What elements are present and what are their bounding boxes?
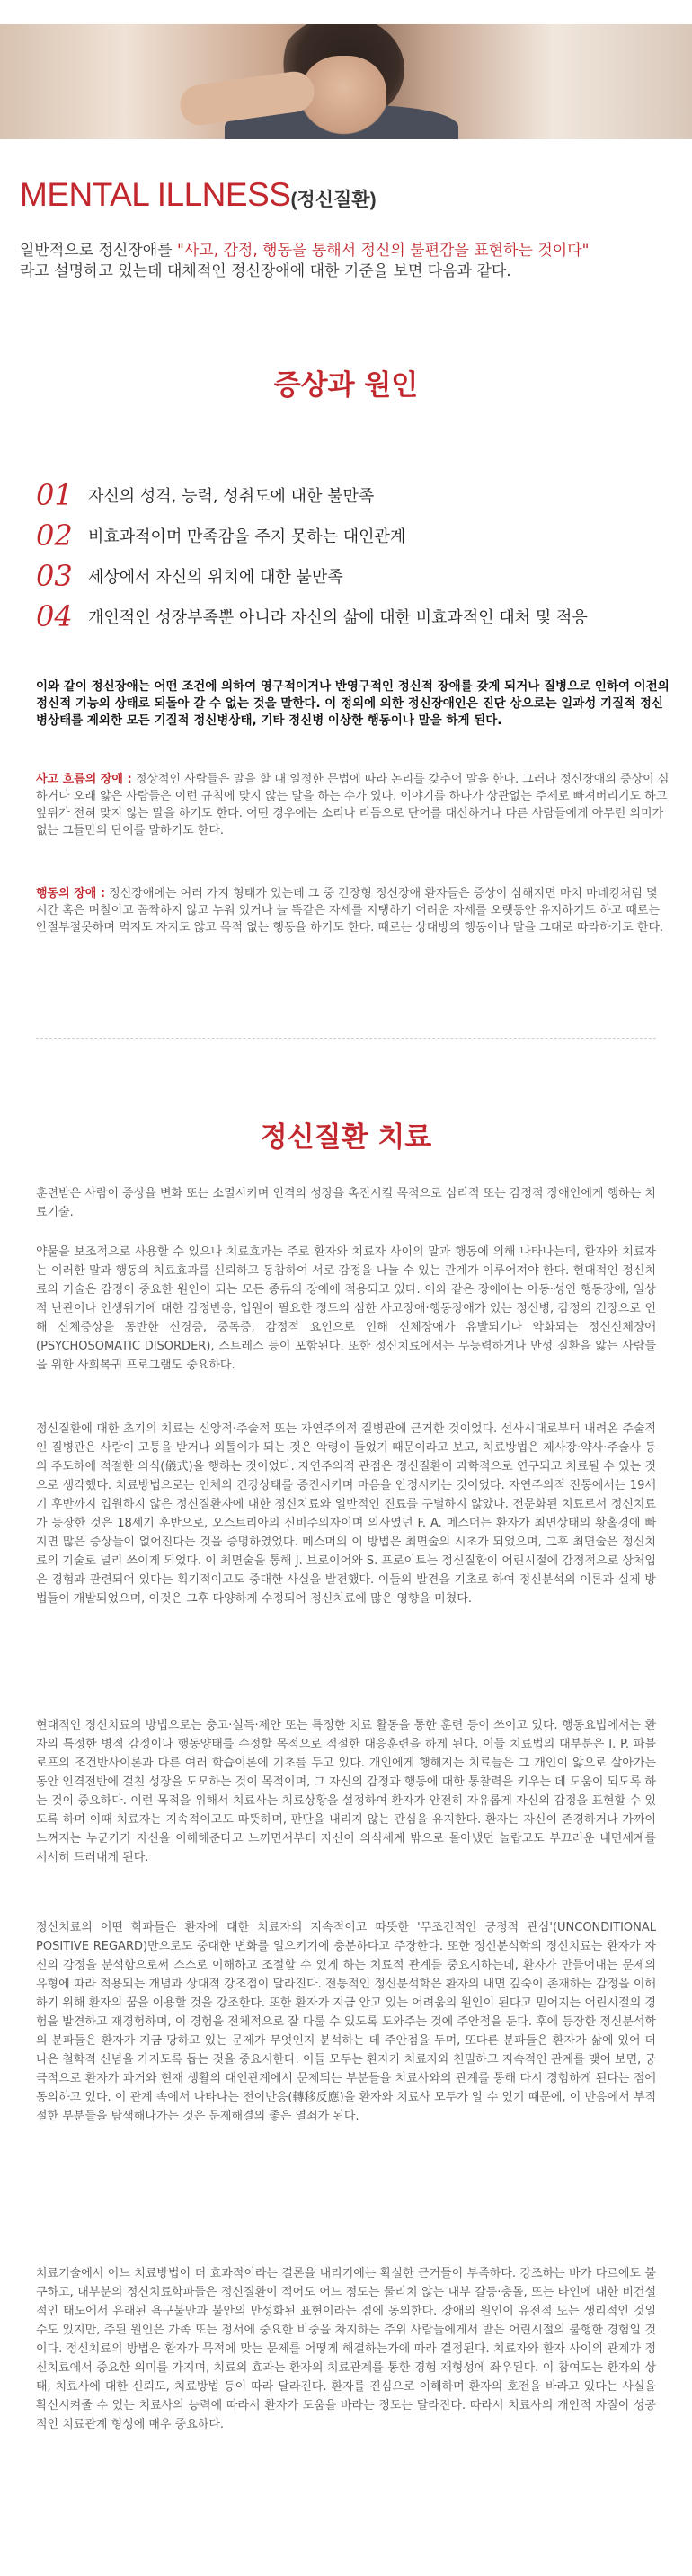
list-text: 비효과적이며 만족감을 주지 못하는 대인관계 <box>88 527 406 546</box>
hero-face <box>301 56 386 137</box>
list-text: 자신의 성격, 능력, 성취도에 대한 불만족 <box>88 486 375 506</box>
intro-after: 라고 설명하고 있는데 대체적인 정신장애에 대한 기준을 보면 다음과 같다. <box>20 262 511 280</box>
behavior-disorder-label: 행동의 장애 : <box>36 887 106 900</box>
section-title-treatment: 정신질환 치료 <box>260 1121 432 1154</box>
treatment-paragraph: 정신치료의 어떤 학파들은 환자에 대한 치료자의 지속적이고 따뜻한 '무조건적인 긍정적 관심'(UNCONDITIONAL POSITIVE REGARD)만으로도 중대한 변화를 일으키기에 충분하다고 주장한다. 또한 정신분석학의 정신치료는 환자가 자신의 감정을 분석함으로써 스스로 이해하고 조절할 수 있게 하는 치료적 관계를 중요시하는데, 환자가 만들어내는 문제의 유형에 따라 적용되는 개념과 상대적 강조점이 달라진다. 전통적인 정신분석학은 환자의 내면 깊숙이 존재하는 감정을 이해하기 위해 환자의 꿈을 이용할 것을 강조한다. 또한 환자가 지금 안고 있는 어려움의 원인이 된다고 믿어지는 어린시절의 경험을 발견하고 재경험하며, 이 경험을 전체적으로 잘 다룰 수 있도록 도와주는 것에 주안점을 둔다. 후에 등장한 정신분석학의 분파들은 환자가 지금 당하고 있는 문제가 무엇인지 분석하는 데 주안점을 두며, 또다른 분파들은 환자가 삶에 있어 더 나은 철학적 신념을 가지도록 돕는 것을 중요시한다. 이들 모두는 환자가 치료자와 친밀하고 지속적인 관계를 맺어 보면, 궁극적으로 환자가 과거와 현재 생활의 대인관계에서 문제되는 부분들을 치료사와의 관계를 통해 다시 경험하게 된다는 점에 동의하고 있다. 이 관계 속에서 나타나는 전이반응(轉移反應)을 환자와 치료사 모두가 알 수 있기 때문에, 이 반응에서 부적절한 부분들을 탐색해나가는 것은 문제해결의 좋은 열쇠가 된다. <box>36 1921 656 2123</box>
behavior-disorder-paragraph <box>36 885 670 936</box>
treatment-paragraph: 약물을 보조적으로 사용할 수 있으나 치료효과는 주로 환자와 치료자 사이의 말과 행동에 의해 나타나는데, 환자와 치료자는 이러한 말과 행동의 치료효과를 신뢰하고 동참하여 서로 감정을 나눌 수 있는 관계가 이루어져야 한다. 현대적인 정신치료의 기술은 감정이 중요한 원인이 되는 모든 종류의 장애에 적용되고 있다. 이와 같은 장애에는 아동·성인 행동장애, 일상적 난관이나 인생위기에 대한 감정반응, 입원이 필요한 정도의 심한 사고장애·행동장애가 있는 정신병, 감정의 긴장으로 인해 신체증상을 동반한 신경증, 중독증, 감정적 요인으로 인해 신체장애가 유발되기나 악화되는 정신신체장애(PSYCHOSOMATIC DISORDER), 스트레스 등이 포함된다. 또한 정신치료에서는 무능력하거나 만성 질환을 앓는 사람들을 위한 사회복귀 프로그램도 중요하다. <box>36 1245 656 1372</box>
hero-photo <box>0 24 692 139</box>
intro-highlight: "사고, 감정, 행동을 통해서 정신의 불편감을 표현하는 것이다" <box>177 242 590 260</box>
behavior-disorder-text: 정신장애에는 여러 가지 형태가 있는데 그 중 긴장형 정신장애 환자들은 증상이 심해지면 마치 마네킹처럼 몇 시간 혹은 며칠이고 꼼짝하지 않고 누워 있거나 늘 똑같은 자세를 지탱하기 어려운 자세를 오랫동안 유지하기도 하고 때로는 안절부절못하며 먹지도 자지도 않고 목적 없는 행동을 하기도 한다. 때로는 상대방의 행동이나 말을 그대로 따라하기도 한다. <box>36 887 664 934</box>
list-number: 03 <box>36 558 73 593</box>
treatment-paragraph: 정신질환에 대한 초기의 치료는 신앙적·주술적 또는 자연주의적 질병관에 근거한 것이었다. 선사시대로부터 내려온 주술적인 질병관은 사람이 고통을 받거나 외톨이가 되는 것은 악령이 들었기 때문이라고 보고, 치료방법은 제사장·약사·주술사 등의 주도하에 적절한 의식(儀式)을 행하는 것이었다. 자연주의적 관점은 정신질환이 과학적으로 연구되고 치료될 수 있는 것으로 생각했다. 치료방법으로는 인체의 건강상태를 증진시키며 마음을 안정시키는 것이었다. 자연주의적 전통에서는 19세기 후반까지 입원하지 않은 정신질환자에 대한 정신치료와 일반적인 진료를 구별하지 않았다. 전문화된 치료로서 정신치료가 등장한 것은 18세기 후반으로, 오스트리아의 신비주의자이며 의사였던 F. A. 메스머는 환자가 최면상태의 황홀경에 빠지면 많은 증상들이 없어진다는 것을 증명하였었다. 메스머의 이 방법은 최면술의 시초가 되었으며, 그후 최면술은 정신치료의 기술로 널리 쓰이게 되었다. 이 최면술을 통해 J. 브로이어와 S. 프로이트는 정신질환이 어린시절에 감정적으로 상처입은 경험과 관련되어 있다는 획기적이고도 중대한 사실을 발견했다. 이들의 발견을 기초로 하여 정신분석의 이론과 실제 방법들이 개발되었으며, 이것은 그후 다양하게 수정되어 정신치료에 많은 영향을 미쳤다. <box>36 1422 656 1606</box>
criteria-list <box>36 474 683 636</box>
treatment-paragraph: 치료기술에서 어느 치료방법이 더 효과적이라는 결론을 내리기에는 확실한 근거들이 부족하다. 강조하는 바가 다르에도 불구하고, 대부분의 정신치료학파들은 정신질환이 적어도 어느 정도는 물리치 않는 내부 갈등·충돌, 또는 타인에 대한 비건설적인 태도에서 유래된 욕구불만과 불안의 만성화된 표현이라는 점에 동의한다. 장애의 원인이 유전적 또는 생리적인 것일 수도 있지만, 주된 원인은 가족 또는 정서에 중요한 비중을 차지하는 주위 사람들에게서 받은 어린시절의 불행한 경험일 것이다. 정신치료의 방법은 환자가 목적에 맞는 문제를 어떻게 해결하는가에 따라 결정된다. 치료자와 환자 사이의 관계가 정신치료에서 중요한 의미를 가지며, 치료의 효과는 환자의 치료관계를 통한 경험 재형성에 좌우된다. 이 참여도는 환자의 상태, 치료사에 대한 신뢰도, 치료방법 등이 따라 달라진다. 환자를 진심으로 이해하며 환자의 호전을 바라고 있다는 사실을 확신시켜줄 수 있는 치료사의 능력에 따라서 환자가 도움을 바라는 정도는 달라진다. 따라서 치료사의 개인적 자질이 성공적인 치료관계 형성에 매우 중요하다. <box>36 2267 656 2431</box>
summary-paragraph: 이와 같이 정신장애는 어떤 조건에 의하여 영구적이거나 반영구적인 정신적 장애를 갖게 되거나 질병으로 인하여 이전의 정신적 기능의 상태로 되돌아 갈 수 없는 것을 말한다. 이 정의에 의한 정신장애인은 진단 상으로는 일과성 기질적 정신병상태를 제외한 모든 기질적 정신병상태, 기타 정신병 이상한 행동이나 말을 하게 된다. <box>36 679 670 728</box>
title-korean: (정신질환) <box>290 190 377 210</box>
treatment-paragraph: 현대적인 정신치료의 방법으로는 충고·설득·제안 또는 특정한 치료 활동을 통한 훈련 등이 쓰이고 있다. 행동요법에서는 환자의 특정한 병적 감정이나 행동양태를 수정할 목적으로 적절한 대응훈련을 하게 된다. 이들 치료법의 대부분은 I. P. 파블로프의 조건반사이론과 다른 여러 학습이론에 기초를 두고 있다. 개인에게 행해지는 치료들은 그 개인이 앓으로 살아가는 동안 인격전반에 걸친 성장을 도모하는 것이 목적이며, 그 자신의 감정과 행동에 대한 통찰력을 키우는 데 도움이 되도록 하는 것이 중요하다. 이런 목적을 위해서 치료사는 치료상황을 설정하여 환자가 안전히 자유롭게 자신의 감정을 표현할 수 있도록 하며 이때 치료자는 지속적이고도 따뜻하며, 판단을 내리지 않는 관심을 유지한다. 환자는 자신이 존경하거나 가까이 느껴지는 누군가가 자신을 이해해준다고 느끼면서부터 자신이 의식세계 밖으로 몰아냈던 놀랍고도 부끄러운 내면세계를 서서히 드러내게 된다. <box>36 1719 656 1864</box>
list-text: 개인적인 성장부족뿐 아니라 자신의 삶에 대한 비효과적인 대처 및 적응 <box>88 607 588 627</box>
thought-disorder-label: 사고 흐름의 장애 : <box>36 773 132 786</box>
title-english: MENTAL ILLNESS <box>20 176 291 213</box>
section-title-symptoms: 증상과 원인 <box>273 369 419 402</box>
treatment-paragraph: 훈련받은 사람이 증상을 변화 또는 소멸시키며 인격의 성장을 촉진시킬 목적으로 심리적 또는 감정적 장애인에게 행하는 치료기술. <box>36 1187 656 1219</box>
list-text: 세상에서 자신의 위치에 대한 불만족 <box>88 567 343 587</box>
list-item <box>36 596 683 636</box>
list-number: 01 <box>36 477 73 512</box>
list-item <box>36 474 683 515</box>
intro-text <box>20 241 676 282</box>
list-number: 02 <box>36 518 73 553</box>
section-divider <box>36 1038 656 1039</box>
list-item <box>36 515 683 555</box>
page-title <box>20 176 377 214</box>
list-number: 04 <box>36 598 73 633</box>
list-item <box>36 555 683 596</box>
thought-disorder-paragraph <box>36 771 670 839</box>
thought-disorder-text: 정상적인 사람들은 말을 할 때 일정한 문법에 따라 논리를 갖추어 말을 한다. 그러나 정신장애의 증상이 심하거나 오래 앓은 사람들은 이런 규칙에 맞지 않는 말을 하는 수가 있다. 이야기를 하다가 상관없는 주제로 빠져버리기도 하고 앞뒤가 전혀 맞지 않는 말을 하기도 한다. 어떤 경우에는 소리나 리듬으로 단어를 대신하거나 다른 사람들에게 아무런 의미가 없는 그들만의 단어를 말하기도 한다. <box>36 773 670 837</box>
intro-before: 일반적으로 정신장애를 <box>20 242 178 260</box>
